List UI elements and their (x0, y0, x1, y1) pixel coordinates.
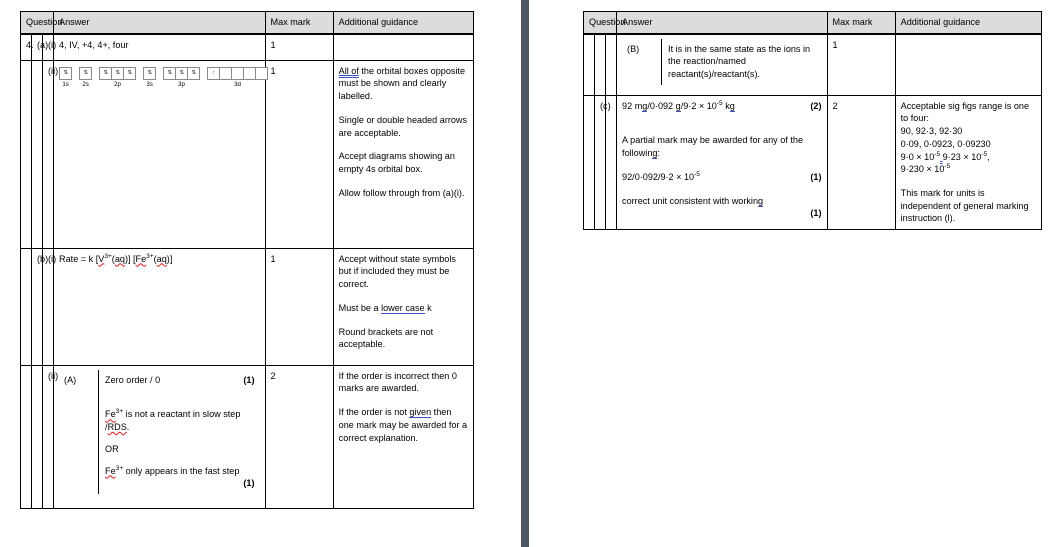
right-sheet (583, 11, 1042, 230)
guidance-paragraph: Accept diagrams showing an empty 4s orbital box. (338, 151, 455, 175)
answer-split (59, 370, 259, 494)
table-row (584, 34, 1042, 95)
guidance-paragraph: 0·09, 0·0923, 0·09230 (900, 138, 991, 149)
left-sheet (20, 11, 474, 509)
answer-line: $Fe^{3+}$ only appears in the fast step (105, 464, 240, 476)
spellcheck-underline: given (409, 407, 432, 418)
orbital-group-3s (143, 67, 156, 90)
table-header-row (21, 12, 474, 34)
cell-additional-guidance (333, 60, 473, 248)
orbital-box-filled: ⇅ (163, 67, 176, 80)
orbital-label: 3d (234, 80, 241, 88)
cell-additional-guidance (895, 34, 1041, 95)
cell-answer-rate-equation (54, 248, 265, 365)
answer-sub-label: (B) (627, 43, 640, 54)
line-mark: (1) (810, 171, 822, 182)
orbital-label: 3s (146, 80, 153, 88)
orbital-box-filled: ⇅ (123, 67, 136, 80)
orbital-box-filled: ⇅ (143, 67, 156, 80)
cell-question-subpart (606, 34, 617, 95)
line-mark: (2) (810, 100, 822, 111)
guidance-paragraph: 90, 92·3, 92·30 (900, 126, 963, 137)
answer-line: correct unit consistent with working (622, 195, 764, 206)
orbital-box-filled: ⇅ (59, 67, 72, 80)
cell-max-mark: 2 (827, 95, 895, 229)
cell-question-part (32, 60, 43, 248)
header-max-mark: Max mark (827, 12, 895, 34)
cell-question-number (21, 60, 32, 248)
spellcheck-underline (940, 152, 943, 162)
orbital-box-filled: ⇅ (99, 67, 112, 80)
header-additional-guidance: Additional guidance (333, 12, 473, 34)
spellcheck-underline: Fe (105, 465, 116, 476)
orbital-group-1s (59, 67, 72, 90)
orbital-label: 2p (114, 80, 121, 88)
orbital-row (59, 67, 72, 80)
cell-question-number (21, 365, 32, 508)
answer-line: $92/0\cdot 092/9\cdot 2 \times 10^{-5}$ (1) (622, 170, 822, 182)
table-row (21, 248, 474, 365)
orbital-group-2p (99, 67, 136, 90)
cell-max-mark: 1 (265, 60, 333, 248)
guidance-paragraph: All of the orbital boxes opposite must be shown and clearly labelled. (338, 65, 466, 102)
orbital-row (99, 67, 136, 80)
answer-line: A partial mark may be awarded for any of the following: (622, 135, 804, 159)
orbital-box-single: ↑ (207, 67, 220, 80)
rate-equation: Rate = k $[V^{3+}(aq)]$ $[Fe^{3+}(aq)]$ (59, 252, 173, 264)
cell-answer (54, 365, 265, 508)
cell-question-subpart: (i) (43, 34, 54, 60)
cell-max-mark: 2 (265, 365, 333, 508)
spellcheck-underline: g (729, 100, 735, 111)
cell-max-mark: 1 (265, 34, 333, 60)
cell-answer: 4, IV, +4, 4+, four (54, 34, 265, 60)
spellcheck-underline: All of (338, 65, 359, 76)
orbital-box-filled: ⇅ (187, 67, 200, 80)
spellcheck-underline: g (642, 100, 648, 111)
orbital-box-filled: ⇅ (175, 67, 188, 80)
orbital-group-3d (207, 67, 268, 90)
cell-question-number (21, 248, 32, 365)
orbital-box-diagram (59, 67, 259, 90)
guidance-paragraph: If the order is incorrect then 0 marks are awarded. (338, 370, 457, 394)
cell-question-number (584, 34, 595, 95)
cell-question-subpart: (ii) (43, 365, 54, 508)
spellcheck-underline: g (675, 100, 681, 111)
table-row (584, 95, 1042, 229)
guidance-paragraph: Allow follow through from (a)(i). (338, 187, 465, 198)
orbital-box-empty (255, 67, 268, 80)
guidance-paragraph: $9\cdot 230 \times 10^{-5}$ (900, 163, 951, 175)
orbital-row (79, 67, 92, 80)
cell-question-part: (a) (32, 34, 43, 60)
cell-max-mark: 1 (265, 248, 333, 365)
orbital-row (207, 67, 268, 80)
guidance-paragraph: Round brackets are not acceptable. (338, 326, 434, 350)
spellcheck-underline: Fe (105, 409, 116, 420)
cell-answer (617, 34, 827, 95)
cell-question-part: (b) (32, 248, 43, 365)
orbital-group-2s (79, 67, 92, 90)
table-row (21, 365, 474, 508)
cell-question-number (584, 95, 595, 229)
header-additional-guidance: Additional guidance (895, 12, 1041, 34)
answer-sub-label: (A) (64, 374, 77, 385)
page-divider (521, 0, 529, 547)
orbital-box-filled: ⇅ (79, 67, 92, 80)
orbital-label: 1s (62, 80, 69, 88)
answer-line: 92 mg/0·092 $g/9\cdot 2 \times 10^{-5}$ kg (2) (622, 99, 822, 111)
cell-additional-guidance (333, 365, 473, 508)
left-marking-table (20, 11, 474, 509)
guidance-paragraph: If the order is not given then one mark may be awarded for a correct explanation. (338, 407, 468, 443)
cell-additional-guidance (333, 248, 473, 365)
spellcheck-underline: g (758, 195, 764, 206)
guidance-paragraph: Must be a lower case k (338, 302, 432, 313)
answer-body: Zero order / 0 (1) $Fe^{3+}$ is not a reactant in slow step /RDS. OR $Fe^{3+}$ only appears in the fast step (1) (99, 370, 260, 494)
cell-question-subpart: (ii) (43, 60, 54, 248)
orbital-row (163, 67, 200, 80)
orbital-box-filled: ⇅ (111, 67, 124, 80)
answer-body: It is in the same state as the ions in the reaction/named reactant(s)/reactant(s). (662, 39, 822, 85)
guidance-paragraph: Single or double headed arrows are acceptable. (338, 114, 468, 138)
table-row (21, 34, 474, 60)
header-answer: Answer (617, 12, 827, 34)
line-mark: (1) (243, 374, 255, 385)
cell-question-subpart (606, 95, 617, 229)
cell-question-subpart: (i) (43, 248, 54, 365)
header-max-mark: Max mark (265, 12, 333, 34)
cell-answer-orbital-diagram (54, 60, 265, 248)
spellcheck-underline: g (652, 148, 658, 159)
table-row (21, 60, 474, 248)
cell-question-number: 4. (21, 34, 32, 60)
orbital-row (143, 67, 156, 80)
spellcheck-underline: aq (156, 253, 167, 264)
answer-line: $Fe^{3+}$ is not a reactant in slow step /RDS. (105, 408, 241, 433)
cell-question-part (595, 34, 606, 95)
answer-line: Zero order / 0 (1) (105, 374, 255, 385)
guidance-paragraph: $9\cdot 0 \times 10^{-5}$ $9\cdot 23 \times 10^{-5}$, (900, 150, 990, 162)
cell-max-mark: 1 (827, 34, 895, 95)
spellcheck-underline: lower case (381, 302, 425, 313)
cell-additional-guidance (895, 95, 1041, 229)
guidance-paragraph: Acceptable sig figs range is one to four: (900, 100, 1030, 124)
cell-question-part: (c) (595, 95, 606, 229)
orbital-label: 3p (178, 80, 185, 88)
spellcheck-underline: V (98, 253, 105, 264)
answer-split (622, 39, 821, 85)
answer-line: OR (105, 443, 119, 454)
header-question: Question (21, 12, 54, 34)
header-question: Question (584, 12, 617, 34)
right-marking-table (583, 11, 1042, 230)
cell-question-part (32, 365, 43, 508)
table-header-row (584, 12, 1042, 34)
spellcheck-underline: aq (114, 253, 125, 264)
cell-answer: 92 mg/0·092 $g/9\cdot 2 \times 10^{-5}$ kg (2) A partial mark may be awarded for any of the following: $92/0\cdot 092/9\cdot 2 \times 10^{-5}$ (1) correct unit consistent with working (1) (617, 95, 827, 229)
spellcheck-underline: Fe (135, 253, 147, 264)
orbital-label: 2s (82, 80, 89, 88)
guidance-paragraph: This mark for units is independent of general marking instruction (l). (900, 188, 1029, 224)
cell-additional-guidance (333, 34, 473, 60)
orbital-group-3p (163, 67, 200, 90)
header-answer: Answer (54, 12, 265, 34)
spellcheck-underline: RDS (107, 422, 127, 433)
guidance-paragraph: Accept without state symbols but if included they must be correct. (338, 253, 456, 290)
